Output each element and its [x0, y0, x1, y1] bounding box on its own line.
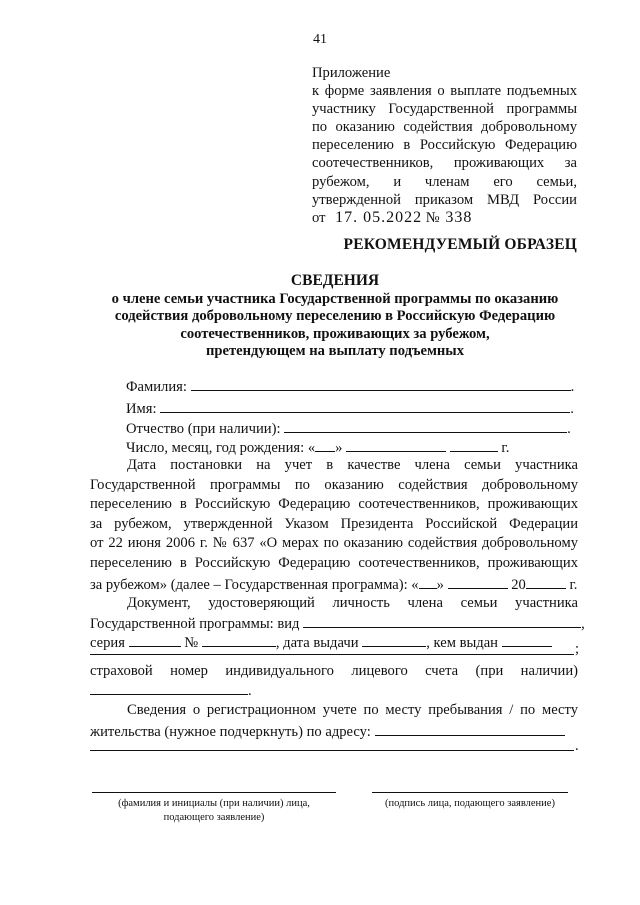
semicolon: ; — [575, 641, 580, 657]
year-suffix: г. — [501, 440, 510, 456]
patronymic-row: Отчество (при наличии): . — [126, 418, 571, 438]
birth-month-field[interactable] — [346, 437, 446, 452]
series-field[interactable] — [129, 632, 181, 647]
address-label: жительства (нужное подчеркнуть) по адресу: — [90, 724, 371, 740]
birthdate-label: Число, месяц, год рождения: « — [126, 440, 316, 456]
appendix-line: соотечественников, проживающих за — [312, 155, 577, 172]
birthdate-quote: » — [335, 440, 343, 456]
paragraph-line: от 22 июня 2006 г. № 637 «О мерах по оказанию содействия добровольному — [90, 535, 578, 552]
fullname-signature-line[interactable] — [92, 792, 336, 793]
registration-date-line — [90, 574, 578, 596]
fullname-caption-line: подающего заявление) — [163, 812, 265, 823]
paragraph-line: переселению в Российскую Федерацию соотечественников, проживающих — [90, 554, 578, 571]
paragraph-line: за рубежом, утвержденной Указом Президента Российской Федерации — [90, 515, 578, 532]
issued-by-label: , кем выдан — [426, 635, 498, 651]
insurance-number-field[interactable] — [90, 680, 248, 695]
registration-year-suffix: г. — [569, 576, 578, 593]
subtitle-line: содействия добровольному переселению в Российскую Федерацию — [114, 308, 556, 325]
surname-row: Фамилия: . — [126, 376, 574, 396]
identity-document-block — [90, 594, 578, 614]
address-line: Сведения о регистрационном учете по месту пребывания / по месту — [127, 702, 578, 718]
paragraph-line: переселению в Российскую Федерацию соотечественников, проживающих — [90, 496, 578, 513]
order-line — [312, 209, 577, 227]
address-row — [90, 721, 565, 741]
patronymic-label: Отчество (при наличии): — [126, 421, 281, 437]
patronymic-field[interactable] — [284, 418, 567, 433]
appendix-line: по оказанию содействия добровольному — [312, 119, 577, 136]
paragraph-line: Государственной программы по оказанию содействия добровольному — [90, 476, 578, 493]
registration-paragraph — [90, 456, 578, 595]
address-field[interactable] — [375, 721, 565, 736]
document-type-row: Государственной программы: вид , — [90, 613, 585, 633]
surname-label: Фамилия: — [126, 379, 187, 395]
issue-date-field[interactable] — [362, 632, 426, 647]
series-label: серия — [90, 635, 125, 651]
registration-date-label: за рубежом» (далее – Государственная программа): « — [90, 576, 419, 593]
registration-quote: » — [436, 576, 444, 593]
fullname-caption-line: (фамилия и инициалы (при наличии) лица, — [118, 798, 310, 809]
insurance-row: . — [90, 680, 252, 700]
appendix-line: утвержденной приказом МВД России — [312, 191, 577, 208]
registration-year-field[interactable] — [526, 574, 566, 589]
birth-year-field[interactable] — [450, 437, 498, 452]
appendix-block — [312, 64, 577, 227]
issued-by-continuation-field[interactable] — [90, 654, 574, 655]
recommended-sample-heading: РЕКОМЕНДУЕМЫЙ ОБРАЗЕЦ — [343, 236, 577, 253]
subtitle-line: о члене семьи участника Государственной программы по оказанию — [111, 291, 559, 307]
insurance-label: страховой номер индивидуального лицевого счета (при наличии) — [90, 663, 578, 679]
insurance-block — [90, 662, 578, 682]
order-number-prefix: № — [425, 209, 440, 226]
appendix-line: Приложение — [312, 65, 391, 81]
appendix-line: к форме заявления о выплате подъемных — [312, 83, 577, 100]
birth-day-field[interactable] — [315, 437, 335, 452]
fullname-caption — [92, 797, 336, 825]
document-title: СВЕДЕНИЯ — [290, 272, 380, 289]
signature-caption: (подпись лица, подающего заявление) — [385, 798, 555, 809]
page-number: 41 — [313, 32, 327, 47]
address-block — [90, 701, 578, 721]
document-type-label: Государственной программы: вид — [90, 616, 300, 632]
subtitle-line: претендующем на выплату подъемных — [205, 343, 465, 360]
appendix-line: участнику Государственной программы — [312, 101, 577, 118]
number-field[interactable] — [202, 632, 276, 647]
appendix-line: переселению в Российскую Федерацию — [312, 137, 577, 154]
order-date: 17. 05.2022 — [335, 208, 423, 226]
registration-month-field[interactable] — [448, 574, 508, 589]
surname-field[interactable] — [191, 376, 571, 391]
number-label: № — [184, 635, 199, 651]
subtitle-line: соотечественников, проживающих за рубежом, — [180, 325, 490, 342]
registration-day-field[interactable] — [419, 574, 437, 589]
name-label: Имя: — [126, 401, 157, 417]
paragraph-line: Дата постановки на учет в качестве члена семьи участника — [127, 457, 578, 473]
document-type-field[interactable] — [303, 613, 581, 628]
registration-century: 20 — [511, 576, 526, 593]
appendix-line: рубежом, и членам его семьи, — [312, 173, 577, 190]
order-prefix: от — [312, 209, 326, 226]
signature-line[interactable] — [372, 792, 568, 793]
period: . — [575, 738, 579, 754]
name-row: Имя: . — [126, 398, 574, 418]
name-field[interactable] — [160, 398, 570, 413]
birthdate-row — [126, 437, 509, 457]
address-continuation-field[interactable] — [90, 750, 574, 751]
order-number: 338 — [445, 208, 473, 226]
issue-date-label: , дата выдачи — [275, 635, 359, 651]
document-details-row — [90, 632, 552, 652]
document-subtitle — [90, 291, 580, 361]
issued-by-field[interactable] — [502, 632, 552, 647]
document-line: Документ, удостоверяющий личность члена семьи участника — [127, 595, 578, 611]
